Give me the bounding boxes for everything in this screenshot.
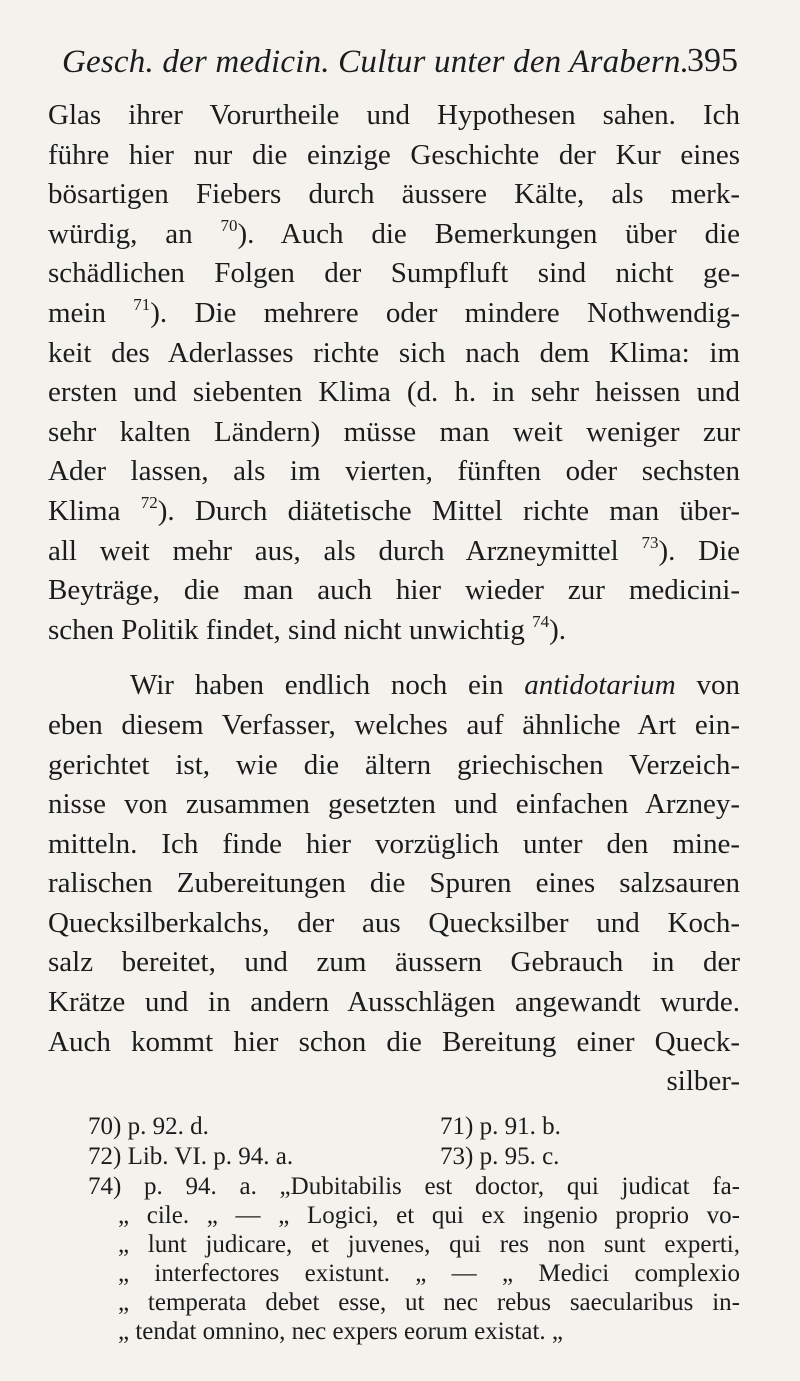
text-segment: schen Politik findet, sind nicht unwichtig (48, 613, 533, 646)
text-segment: ). Die mehrere oder mindere Nothwendig- (150, 296, 740, 329)
text-segment: all weit mehr aus, als durch Arzneymittel (48, 534, 642, 567)
page-number: 395 (687, 42, 738, 79)
text-line (48, 785, 740, 825)
text-segment: würdig, an (48, 217, 221, 250)
text-line (48, 746, 740, 786)
footnote-74-line: „ temperata debet esse, ut nec rebus saecularibus in- (118, 1289, 740, 1316)
footnote-74 (88, 1172, 740, 1346)
text-segment: gerichtet ist, wie die ältern griechischen Verzeich- (48, 748, 740, 781)
text-segment: Klima (48, 494, 141, 527)
footnote-74-line: „ lunt judicare, et juvenes, qui res non sunt experti, (118, 1231, 740, 1258)
text-segment: sehr kalten Ländern) müsse man weit weniger zur (48, 415, 740, 448)
footnote-ref: 71 (133, 294, 151, 314)
text-segment: eben diesem Verfasser, welches auf ähnliche Art ein- (48, 708, 740, 741)
text-segment: bösartigen Fiebers durch äussere Kälte, als merk- (48, 178, 740, 211)
footnote-74-line: 74) p. 94. a. „Dubitabilis est doctor, qui judicat fa- (88, 1173, 740, 1200)
text-line (48, 215, 740, 255)
text-segment: ). Auch die Bemerkungen über die (237, 217, 741, 250)
text-segment: keit des Aderlasses richte sich nach dem Klima: im (48, 336, 740, 369)
footnote-row (88, 1142, 740, 1172)
paragraph (48, 96, 740, 650)
text-line (48, 611, 740, 651)
text-segment: führe hier nur die einzige Geschichte der Kur eines (48, 138, 740, 171)
text-segment: ersten und siebenten Klima (d. h. in sehr heissen und (48, 376, 740, 409)
footnote-ref: 73 (641, 532, 659, 552)
text-line (48, 136, 740, 176)
text-line (48, 294, 740, 334)
text-line (48, 254, 740, 294)
text-line (48, 825, 740, 865)
footnote-74-line: „ tendat omnino, nec expers eorum existat. „ (118, 1318, 563, 1345)
text-segment: ). Durch diätetische Mittel richte man über- (157, 494, 740, 527)
text-line (48, 904, 740, 944)
footnote-70: 70) p. 92. d. (88, 1113, 209, 1140)
footnote-71: 71) p. 91. b. (440, 1113, 561, 1140)
text-segment: salz bereitet, und zum äussern Gebrauch in der (48, 946, 740, 979)
text-line (48, 96, 740, 136)
text-segment: nisse von zusammen gesetzten und einfachen Arzney- (48, 788, 740, 821)
footnote-ref: 72 (140, 492, 158, 512)
text-segment: von (675, 669, 741, 702)
text-line (48, 334, 740, 374)
text-line (48, 943, 740, 983)
footnotes (88, 1112, 740, 1346)
footnote-73: 73) p. 95. c. (440, 1143, 560, 1170)
paragraph-gap (48, 650, 740, 666)
footnote-ref: 74 (532, 611, 550, 631)
text-segment: Wir haben endlich noch ein (130, 669, 525, 702)
footnote-row (88, 1112, 740, 1142)
text-segment: Auch kommt hier schon die Bereitung einer Queck- (48, 1025, 740, 1058)
text-segment: antidotarium (524, 669, 676, 702)
text-segment: Krätze und in andern Ausschlägen angewandt wurde. (48, 986, 740, 1019)
footnote-ref: 70 (220, 215, 238, 235)
running-head: Gesch. der medicin. Cultur unter den Arabern. (62, 44, 690, 80)
text-line (48, 666, 740, 706)
text-line (48, 492, 740, 532)
text-line (48, 864, 740, 904)
text-line (48, 706, 740, 746)
footnote-74-line: „ interfectores existunt. „ — „ Medici complexio (118, 1260, 740, 1287)
page-header (62, 40, 738, 90)
text-segment: mitteln. Ich finde hier vorzüglich unter den mine- (48, 827, 740, 860)
body-text (48, 96, 740, 1102)
text-segment: ). (549, 613, 567, 646)
footnote-72: 72) Lib. VI. p. 94. a. (88, 1143, 294, 1170)
text-line (48, 1023, 740, 1063)
text-segment: Ader lassen, als im vierten, fünften oder sechsten (48, 455, 740, 488)
text-line (48, 413, 740, 453)
paragraph (48, 666, 740, 1102)
text-line (48, 175, 740, 215)
text-segment: Glas ihrer Vorurtheile und Hypothesen sahen. Ich (48, 99, 740, 131)
text-segment: ralischen Zubereitungen die Spuren eines salzsauren (48, 867, 740, 900)
text-line (48, 452, 740, 492)
text-segment: schädlichen Folgen der Sumpfluft sind nicht ge- (48, 257, 740, 290)
text-segment: ). Die (658, 534, 741, 567)
text-segment: Beyträge, die man auch hier wieder zur medicini- (48, 574, 740, 607)
text-segment: Quecksilberkalchs, der aus Quecksilber und Koch- (48, 906, 740, 939)
text-segment: mein (48, 296, 134, 329)
text-line (48, 1062, 740, 1102)
text-segment: silber- (666, 1065, 740, 1098)
footnote-74-line: „ cile. „ — „ Logici, et qui ex ingenio proprio vo- (118, 1202, 740, 1229)
text-line (48, 571, 740, 611)
text-line (48, 532, 740, 572)
text-line (48, 983, 740, 1023)
text-line (48, 373, 740, 413)
